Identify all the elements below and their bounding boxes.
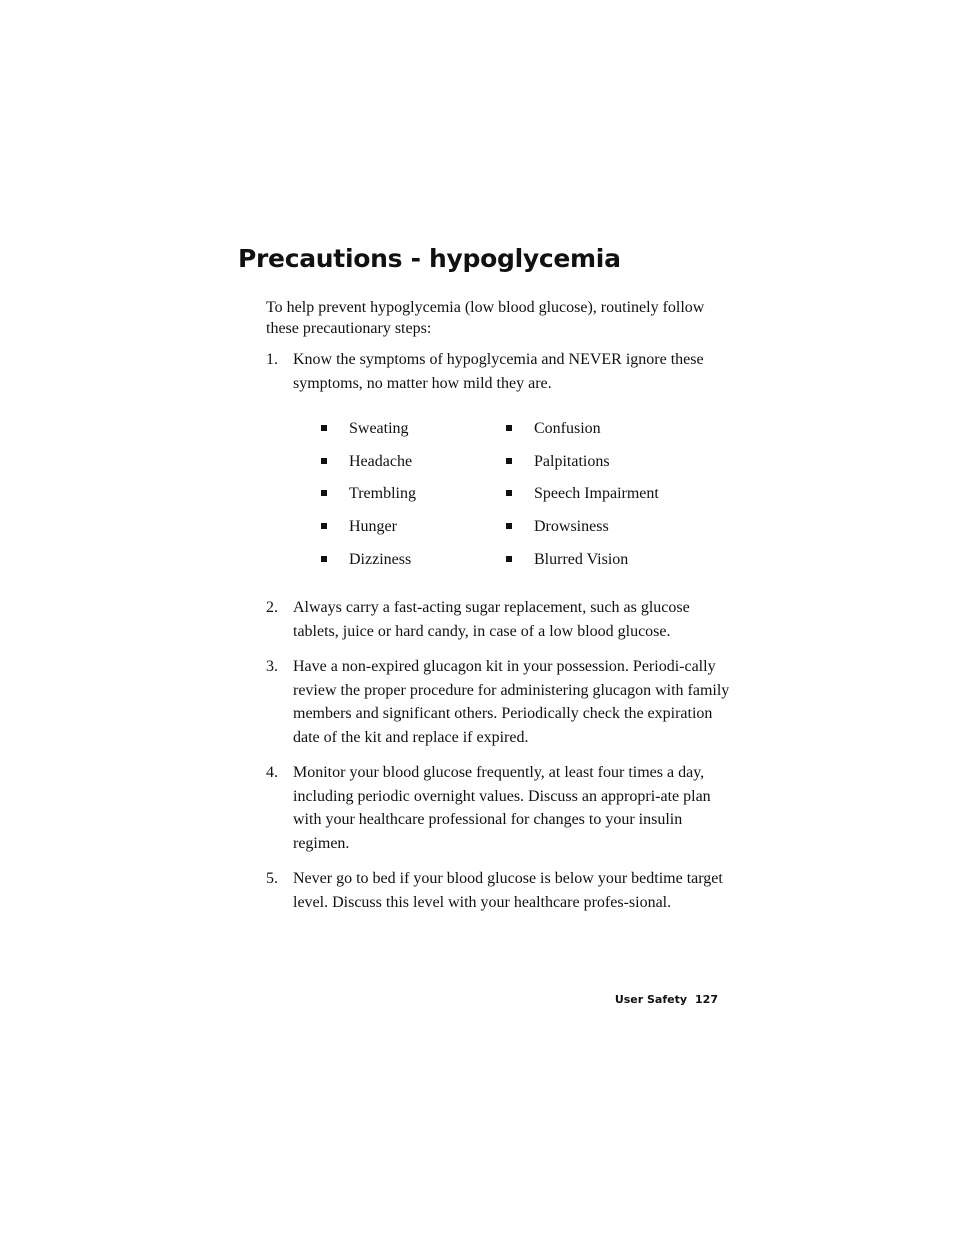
bullet-icon (506, 458, 512, 464)
step-text: Have a non-expired glucagon kit in your possession. Periodi-cally review the proper procedure for administering glucagon with family members and significant others. Periodically check the expiration date of the kit and replace if expired. (293, 658, 730, 747)
symptom-item (321, 419, 409, 439)
symptom-item (506, 484, 659, 504)
bullet-icon (321, 458, 327, 464)
symptom-label: Drowsiness (534, 518, 609, 535)
step-number: 5. (266, 870, 278, 887)
symptom-label: Hunger (349, 518, 397, 535)
bullet-icon (506, 425, 512, 431)
symptom-label: Sweating (349, 420, 409, 437)
step-text: Never go to bed if your blood glucose is below your bedtime target level. Discuss this level with your healthcare profes-sional. (293, 870, 723, 911)
symptom-item (321, 452, 412, 472)
symptom-item (506, 452, 610, 472)
bullet-icon (321, 425, 327, 431)
symptom-item (321, 517, 397, 537)
step-text: Know the symptoms of hypoglycemia and NEVER ignore these symptoms, no matter how mild they are. (293, 351, 704, 392)
footer-section-title: User Safety (614, 993, 688, 1006)
bullet-icon (506, 556, 512, 562)
page-number: 127 (695, 993, 718, 1006)
bullet-icon (506, 490, 512, 496)
symptom-label: Headache (349, 453, 413, 470)
symptom-label: Blurred Vision (534, 551, 629, 568)
step-number: 4. (266, 764, 278, 781)
symptom-item (506, 550, 628, 570)
bullet-icon (506, 523, 512, 529)
bullet-icon (321, 490, 327, 496)
step-4 (266, 761, 736, 856)
bullet-icon (321, 523, 327, 529)
symptom-label: Trembling (349, 485, 416, 502)
symptom-item (321, 550, 411, 570)
symptom-label: Palpitations (534, 453, 610, 470)
step-5 (266, 867, 736, 914)
intro-paragraph: To help prevent hypoglycemia (low blood glucose), routinely follow these precautionary steps: (266, 299, 705, 337)
step-2 (266, 596, 736, 643)
step-number: 3. (266, 658, 278, 675)
symptom-item (321, 484, 416, 504)
symptom-label: Speech Impairment (534, 485, 659, 502)
step-1 (266, 348, 736, 395)
symptom-label: Confusion (534, 420, 601, 437)
step-3 (266, 655, 736, 750)
bullet-icon (321, 556, 327, 562)
step-number: 2. (266, 599, 278, 616)
step-text: Monitor your blood glucose frequently, at least four times a day, including periodic overnight values. Discuss an appropri-ate plan with your healthcare professional for changes to your insulin regimen. (293, 764, 711, 853)
symptom-item (506, 517, 609, 537)
page-footer (600, 993, 718, 1006)
step-number: 1. (266, 351, 278, 368)
page-title: Precautions - hypoglycemia (238, 244, 621, 273)
symptom-item (506, 419, 601, 439)
symptom-label: Dizziness (349, 551, 412, 568)
step-text: Always carry a fast-acting sugar replacement, such as glucose tablets, juice or hard candy, in case of a low blood glucose. (293, 599, 690, 640)
